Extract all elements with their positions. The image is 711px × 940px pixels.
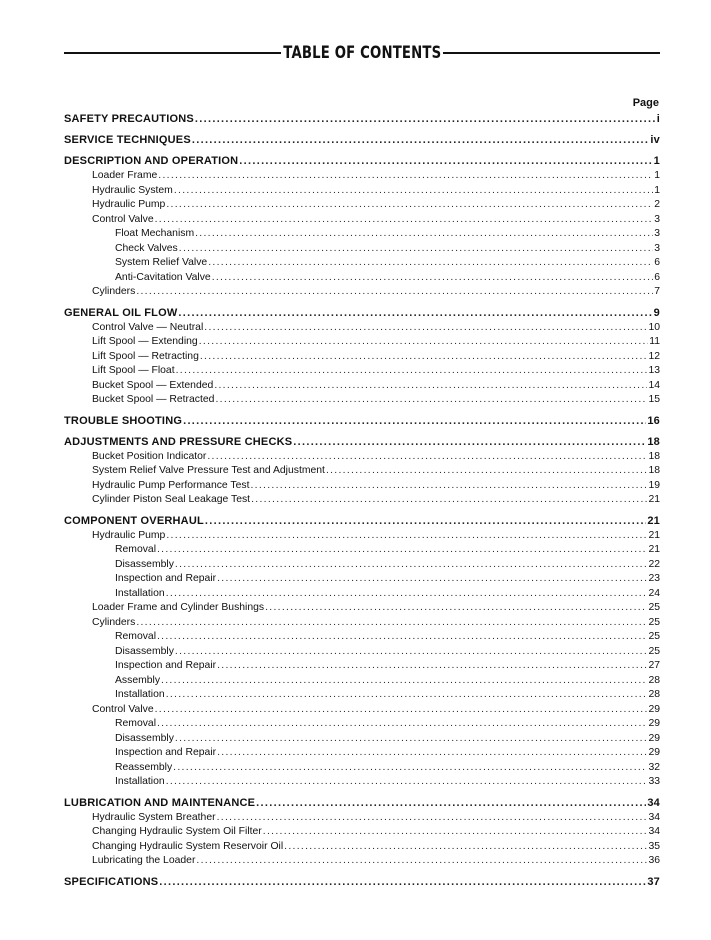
toc-entry-label: Lubricating the Loader [92,855,196,866]
toc-entry-page: 14 [648,379,660,391]
toc-subentry [64,572,660,587]
toc-entry-label: LUBRICATION AND MAINTENANCE [64,796,256,809]
toc-entry-label: Disassembly [115,732,174,744]
toc-entry-page: 3 [654,228,660,239]
toc-section [64,112,660,127]
toc-entry-page: 32 [648,761,660,773]
dot-leader [284,840,647,855]
toc-entry [64,825,660,840]
toc-entry-page: 35 [648,840,660,852]
dot-leader [155,213,654,228]
dot-leader [212,271,654,286]
toc-subentry [64,558,660,573]
toc-subentry [64,543,660,558]
toc-section [64,514,660,790]
toc-entry-page: 28 [648,689,660,700]
toc-entry-label: Bucket Spool — Retracted [92,394,215,405]
toc-entry-page: 18 [648,450,660,462]
toc-entry-label: Check Valves [115,242,178,254]
toc-entry-page: 13 [648,365,660,376]
table-of-contents [64,112,660,896]
toc-entry [64,450,660,465]
toc-entry-page: 12 [648,350,660,362]
dot-leader [178,306,652,321]
toc-entry-page: 21 [647,514,660,527]
toc-section [64,306,660,408]
toc-section-heading [64,435,660,450]
toc-entry-page: 29 [648,703,660,715]
toc-entry-page: 34 [647,796,660,809]
toc-entry [64,321,660,336]
dot-leader [166,775,648,790]
dot-leader [176,364,648,379]
toc-section [64,414,660,429]
page-column-header: Page [632,97,659,109]
toc-section-heading [64,796,660,811]
toc-entry-page: 22 [648,558,660,570]
title-bar [64,40,660,66]
toc-section [64,875,660,890]
toc-entry-label: Installation [115,776,165,787]
toc-entry [64,350,660,365]
toc-entry-label: TROUBLE SHOOTING [64,414,183,427]
dot-leader [200,350,648,365]
dot-leader [166,198,653,213]
toc-entry-label: System Relief Valve Pressure Test and Adjustment [92,465,325,476]
dot-leader [251,493,647,508]
toc-entry-page: 1 [654,184,660,196]
toc-subentry [64,256,660,271]
toc-entry-page: 33 [648,776,660,787]
toc-entry [64,393,660,408]
dot-leader [161,674,647,689]
toc-section-heading [64,414,660,429]
toc-entry-page: 29 [648,747,660,758]
dot-leader [179,242,653,257]
dot-leader [166,688,648,703]
dot-leader [196,854,647,869]
toc-entry-label: Disassembly [115,558,174,570]
toc-entry-label: Inspection and Repair [115,573,217,584]
toc-entry-label: DESCRIPTION AND OPERATION [64,155,239,167]
toc-entry-label: ADJUSTMENTS AND PRESSURE CHECKS [64,435,293,448]
toc-entry-label: Anti-Cavitation Valve [115,271,211,283]
dot-leader [158,169,653,184]
toc-section-heading [64,112,660,127]
dot-leader [157,717,647,732]
toc-entry-page: 2 [654,199,660,210]
toc-entry-page: 24 [648,587,660,599]
toc-section [64,133,660,148]
dot-leader [166,587,648,602]
toc-subentry [64,746,660,761]
dot-leader [214,379,647,394]
toc-entry-label: Removal [115,544,156,555]
toc-section [64,435,660,508]
toc-entry-label: Loader Frame and Cylinder Bushings [92,602,265,613]
dot-leader [205,514,646,529]
dot-leader [173,761,647,776]
toc-entry-page: 18 [648,465,660,476]
toc-entry-page: 27 [648,660,660,671]
dot-leader [195,112,656,127]
toc-entry-page: 21 [648,529,660,541]
toc-entry [64,464,660,479]
toc-entry [64,601,660,616]
toc-entry-label: Changing Hydraulic System Reservoir Oil [92,840,284,852]
dot-leader [207,450,647,465]
toc-entry-label: Changing Hydraulic System Oil Filter [92,826,262,837]
toc-entry-page: 11 [649,336,660,347]
dot-leader [215,393,647,408]
toc-entry-label: Hydraulic System Breather [92,811,216,823]
toc-entry-page: 29 [648,718,660,729]
toc-entry-label: Lift Spool — Float [92,365,175,376]
toc-entry [64,184,660,199]
toc-entry-page: 21 [648,494,660,505]
toc-entry-label: Cylinders [92,616,136,628]
toc-entry-label: Control Valve — Neutral [92,321,204,333]
toc-entry-label: Hydraulic Pump Performance Test [92,479,250,491]
toc-subentry [64,761,660,776]
toc-entry-page: 25 [648,645,660,657]
toc-entry-page: 34 [648,811,660,823]
toc-entry [64,364,660,379]
toc-entry-label: COMPONENT OVERHAUL [64,514,204,527]
toc-entry-label: Lift Spool — Extending [92,336,198,347]
title-rule-right [443,52,660,54]
toc-entry-label: Installation [115,689,165,700]
toc-section [64,154,660,300]
toc-entry [64,703,660,718]
toc-entry [64,811,660,826]
page-title: TABLE OF CONTENTS [283,43,442,63]
toc-entry-page: 15 [648,394,660,405]
dot-leader [136,616,647,631]
toc-entry-label: Installation [115,587,165,599]
toc-entry [64,529,660,544]
dot-leader [166,529,647,544]
toc-entry-label: Removal [115,631,156,642]
toc-entry [64,198,660,213]
toc-entry [64,493,660,508]
toc-entry-label: Inspection and Repair [115,747,217,758]
toc-entry-page: 16 [647,414,660,427]
dot-leader [175,732,648,747]
toc-section [64,796,660,869]
toc-entry-page: 34 [648,826,660,837]
toc-entry-page: 36 [648,855,660,866]
dot-leader [136,285,653,300]
toc-section-heading [64,875,660,890]
toc-subentry [64,227,660,242]
toc-entry-label: Assembly [115,674,161,686]
toc-entry [64,213,660,228]
toc-subentry [64,717,660,732]
dot-leader [217,746,647,761]
toc-entry [64,854,660,869]
toc-entry-page: 21 [648,544,660,555]
dot-leader [175,645,648,660]
toc-entry-label: Inspection and Repair [115,660,217,671]
toc-entry-label: Float Mechanism [115,228,195,239]
toc-entry-page: 18 [647,435,660,448]
toc-entry-page: 1 [653,155,660,167]
toc-entry-page: 9 [653,306,660,319]
dot-leader [250,479,647,494]
toc-entry-label: Bucket Spool — Extended [92,379,214,391]
toc-subentry [64,645,660,660]
toc-entry-label: Cylinders [92,286,136,297]
dot-leader [155,703,648,718]
dot-leader [265,601,647,616]
toc-entry-label: System Relief Valve [115,257,208,268]
toc-subentry [64,674,660,689]
toc-entry-label: Cylinder Piston Seal Leakage Test [92,494,251,505]
toc-entry-page: 19 [648,479,660,491]
dot-leader [293,435,646,450]
dot-leader [199,335,649,350]
toc-entry-page: iv [650,134,660,146]
toc-subentry [64,587,660,602]
dot-leader [195,227,653,242]
toc-entry-label: SERVICE TECHNIQUES [64,134,191,146]
toc-subentry [64,630,660,645]
dot-leader [157,543,647,558]
toc-entry [64,335,660,350]
toc-entry-label: SPECIFICATIONS [64,875,159,888]
toc-entry-page: 3 [654,213,660,225]
toc-entry-page: i [656,113,660,125]
toc-entry-label: Bucket Position Indicator [92,450,207,462]
dot-leader [239,154,652,169]
toc-entry-page: 25 [648,602,660,613]
toc-subentry [64,688,660,703]
dot-leader [326,464,648,479]
toc-entry-page: 29 [648,732,660,744]
toc-entry-page: 6 [654,257,660,268]
dot-leader [175,558,648,573]
toc-entry-label: Lift Spool — Retracting [92,350,199,362]
toc-entry-label: Control Valve [92,213,154,225]
dot-leader [217,572,647,587]
toc-subentry [64,732,660,747]
toc-entry-page: 37 [647,875,660,888]
toc-entry-label: Hydraulic System [92,184,173,196]
toc-entry-label: Disassembly [115,645,174,657]
toc-entry-page: 6 [654,271,660,283]
toc-subentry [64,271,660,286]
toc-entry [64,840,660,855]
toc-entry-page: 25 [648,631,660,642]
toc-entry [64,379,660,394]
toc-entry-label: Reassembly [115,761,173,773]
toc-entry-label: Hydraulic Pump [92,529,166,541]
toc-section-heading [64,133,660,148]
toc-subentry [64,659,660,674]
toc-entry-page: 3 [654,242,660,254]
dot-leader [217,659,647,674]
toc-subentry [64,242,660,257]
dot-leader [159,875,646,890]
toc-section-heading [64,154,660,169]
dot-leader [157,630,647,645]
toc-section-heading [64,514,660,529]
toc-entry-page: 25 [648,616,660,628]
toc-entry-page: 7 [654,286,660,297]
dot-leader [174,184,653,199]
toc-entry-page: 10 [648,321,660,333]
toc-entry-page: 1 [654,170,660,181]
toc-entry-label: Removal [115,718,156,729]
dot-leader [192,133,650,148]
dot-leader [263,825,648,840]
dot-leader [183,414,646,429]
toc-entry-label: Hydraulic Pump [92,199,166,210]
dot-leader [256,796,646,811]
toc-entry-page: 23 [648,573,660,584]
toc-entry-label: GENERAL OIL FLOW [64,306,178,319]
toc-entry-label: Loader Frame [92,170,158,181]
title-rule-left [64,52,281,54]
toc-entry-page: 28 [648,674,660,686]
toc-entry-label: SAFETY PRECAUTIONS [64,113,194,125]
toc-entry [64,169,660,184]
dot-leader [204,321,647,336]
dot-leader [208,256,653,271]
toc-entry-label: Control Valve [92,703,154,715]
toc-entry [64,479,660,494]
toc-entry [64,616,660,631]
toc-entry [64,285,660,300]
toc-subentry [64,775,660,790]
dot-leader [217,811,648,826]
toc-section-heading [64,306,660,321]
